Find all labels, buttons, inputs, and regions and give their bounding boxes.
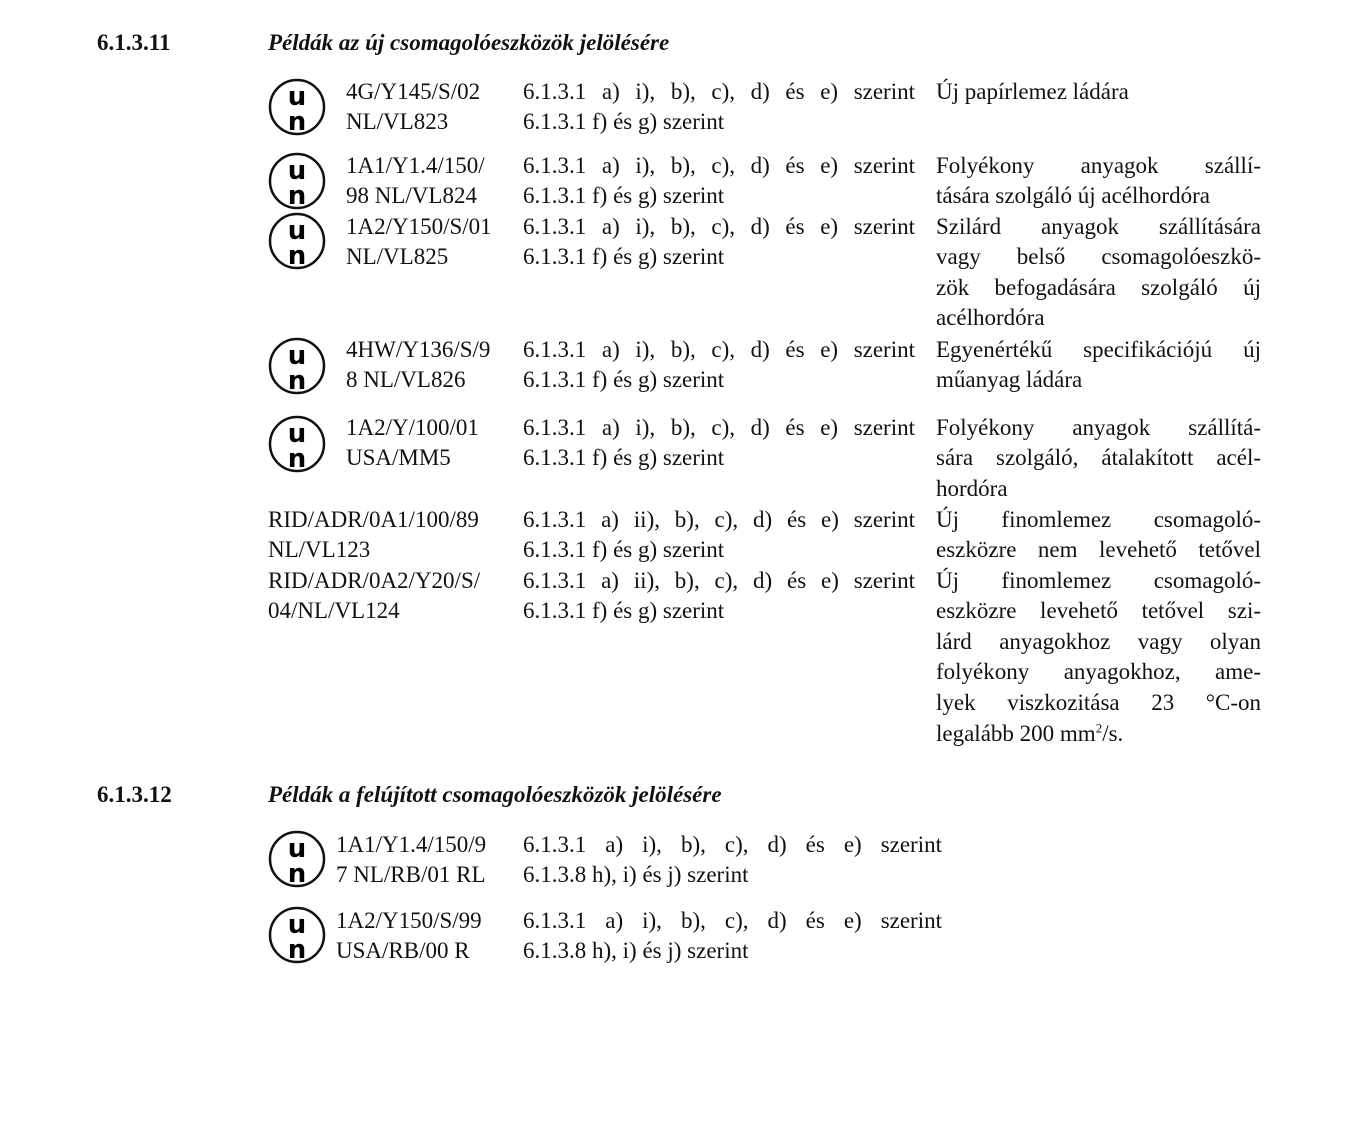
svg-text:n: n bbox=[287, 241, 307, 270]
section-number: 6.1.3.11 bbox=[97, 30, 171, 55]
marking-code-line: 1A2/Y150/S/99 bbox=[336, 908, 482, 933]
svg-text:u: u bbox=[287, 341, 307, 371]
marking-description-line: lárd anyagokhoz vagy olyan bbox=[936, 629, 1261, 654]
marking-reference-line: 6.1.3.1 a) ii), b), c), d) és e) szerint bbox=[523, 568, 915, 593]
marking-code-line: 7 NL/RB/01 RL bbox=[336, 862, 486, 887]
svg-text:u: u bbox=[287, 834, 307, 864]
marking-reference-line: 6.1.3.8 h), i) és j) szerint bbox=[523, 938, 749, 963]
marking-description-line: Új papírlemez ládára bbox=[936, 79, 1129, 104]
marking-reference-line: 6.1.3.1 f) és g) szerint bbox=[523, 598, 725, 623]
marking-description-line: zök befogadására szolgáló új bbox=[936, 275, 1261, 300]
marking-description-line: eszközre nem levehető tetővel bbox=[936, 537, 1261, 562]
marking-description-line: sára szolgáló, átalakított acél- bbox=[936, 445, 1261, 470]
marking-code-line: 4G/Y145/S/02 bbox=[346, 79, 481, 104]
svg-text:n: n bbox=[287, 859, 307, 888]
marking-code-line: 1A2/Y/100/01 bbox=[346, 415, 479, 440]
svg-text:n: n bbox=[287, 107, 307, 136]
marking-code-line: 1A1/Y1.4/150/9 bbox=[336, 832, 487, 857]
superscript: 2 bbox=[1095, 720, 1103, 736]
marking-description-line: legalább 200 $mm^2/s$. bbox=[936, 720, 1124, 746]
marking-description-line: Egyenértékű specifikációjú új bbox=[936, 337, 1261, 362]
un-packaging-symbol-icon bbox=[268, 78, 326, 136]
marking-description-line: hordóra bbox=[936, 476, 1008, 501]
marking-description-line: folyékony anyagokhoz, ame- bbox=[936, 659, 1261, 684]
marking-description-line: tására szolgáló új acélhordóra bbox=[936, 183, 1210, 208]
marking-code-line: RID/ADR/0A1/100/89 bbox=[268, 507, 479, 532]
marking-description-line: Új finomlemez csomagoló- bbox=[936, 507, 1261, 532]
un-packaging-symbol-icon bbox=[268, 906, 326, 964]
svg-text:u: u bbox=[287, 910, 307, 940]
marking-code-line: 1A2/Y150/S/01 bbox=[346, 214, 492, 239]
marking-code-line: NL/VL823 bbox=[346, 109, 449, 134]
marking-description-line: Új finomlemez csomagoló- bbox=[936, 568, 1261, 593]
svg-text:u: u bbox=[287, 419, 307, 449]
marking-description-line: acélhordóra bbox=[936, 305, 1045, 330]
svg-text:u: u bbox=[287, 216, 307, 246]
marking-code-line: 8 NL/VL826 bbox=[346, 367, 466, 392]
marking-code-line: 1A1/Y1.4/150/ bbox=[346, 153, 485, 178]
un-packaging-symbol-icon bbox=[268, 415, 326, 473]
marking-reference-line: 6.1.3.1 a) i), b), c), d) és e) szerint bbox=[523, 337, 915, 362]
svg-text:u: u bbox=[287, 82, 307, 112]
un-packaging-symbol-icon bbox=[268, 337, 326, 395]
marking-reference-line: 6.1.3.1 a) i), b), c), d) és e) szerint bbox=[523, 214, 915, 239]
un-packaging-symbol-icon bbox=[268, 830, 326, 888]
marking-reference-line: 6.1.3.1 f) és g) szerint bbox=[523, 367, 725, 392]
marking-reference-line: 6.1.3.1 f) és g) szerint bbox=[523, 183, 725, 208]
svg-text:n: n bbox=[287, 444, 307, 473]
marking-description-line: Folyékony anyagok szállítá- bbox=[936, 415, 1261, 440]
section-title: Példák az új csomagolóeszközök jelölésére bbox=[268, 30, 670, 55]
marking-code-line: 4HW/Y136/S/9 bbox=[346, 337, 491, 362]
svg-text:n: n bbox=[287, 181, 307, 210]
marking-reference-line: 6.1.3.1 f) és g) szerint bbox=[523, 537, 725, 562]
marking-reference-line: 6.1.3.1 f) és g) szerint bbox=[523, 244, 725, 269]
section-title: Példák a felújított csomagolóeszközök jelölésére bbox=[268, 782, 722, 807]
marking-code-line: NL/VL825 bbox=[346, 244, 449, 269]
svg-text:n: n bbox=[287, 935, 307, 964]
marking-code-line: NL/VL123 bbox=[268, 537, 371, 562]
marking-code-line: USA/RB/00 R bbox=[336, 938, 470, 963]
marking-code-line: 98 NL/VL824 bbox=[346, 183, 477, 208]
un-packaging-symbol-icon bbox=[268, 152, 326, 210]
marking-reference-line: 6.1.3.1 a) i), b), c), d) és e) szerint bbox=[523, 79, 915, 104]
marking-description-line: Folyékony anyagok szállí- bbox=[936, 153, 1261, 178]
marking-reference-line: 6.1.3.1 a) i), b), c), d) és e) szerint bbox=[523, 415, 915, 440]
marking-description-line: vagy belső csomagolóeszkö- bbox=[936, 244, 1261, 269]
marking-reference-line: 6.1.3.1 f) és g) szerint bbox=[523, 109, 725, 134]
marking-code-line: 04/NL/VL124 bbox=[268, 598, 400, 623]
svg-text:n: n bbox=[287, 366, 307, 395]
marking-code-line: RID/ADR/0A2/Y20/S/ bbox=[268, 568, 481, 593]
svg-text:u: u bbox=[287, 156, 307, 186]
marking-reference-line: 6.1.3.1 f) és g) szerint bbox=[523, 445, 725, 470]
marking-reference-line: 6.1.3.1 a) i), b), c), d) és e) szerint bbox=[523, 153, 915, 178]
marking-reference-line: 6.1.3.1 a) i), b), c), d) és e) szerint bbox=[523, 832, 942, 857]
section-number: 6.1.3.12 bbox=[97, 782, 172, 807]
marking-description-line: lyek viszkozitása 23 °C-on bbox=[936, 690, 1261, 715]
marking-reference-line: 6.1.3.1 a) ii), b), c), d) és e) szerint bbox=[523, 507, 915, 532]
marking-reference-line: 6.1.3.8 h), i) és j) szerint bbox=[523, 862, 749, 887]
un-packaging-symbol-icon bbox=[268, 212, 326, 270]
marking-code-line: USA/MM5 bbox=[346, 445, 451, 470]
marking-description-line: műanyag ládára bbox=[936, 367, 1083, 392]
marking-description-line: eszközre levehető tetővel szi- bbox=[936, 598, 1261, 623]
marking-description-line: Szilárd anyagok szállítására bbox=[936, 214, 1261, 239]
marking-reference-line: 6.1.3.1 a) i), b), c), d) és e) szerint bbox=[523, 908, 942, 933]
